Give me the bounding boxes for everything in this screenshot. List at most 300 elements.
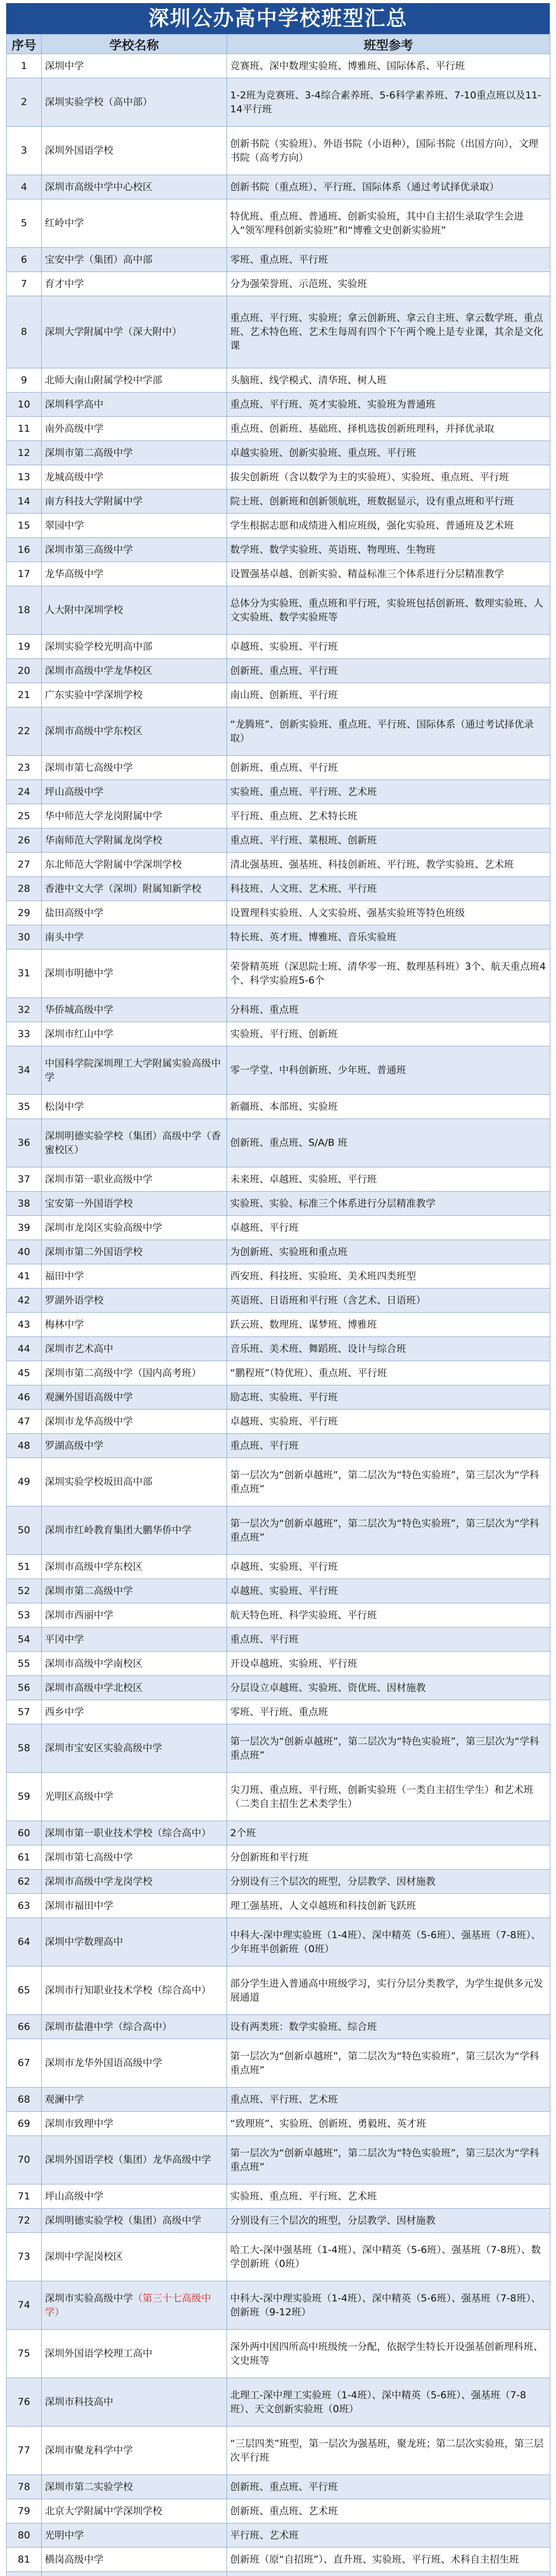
school-name: 深圳市红岭教育集团大鹏华侨中学 [45,1524,192,1536]
school-name-cell [42,54,227,78]
school-name-cell [42,1216,227,1240]
table-row [7,2330,550,2378]
school-name-cell [42,1095,227,1119]
row-number: 67 [7,2039,42,2088]
row-number: 75 [7,2330,42,2378]
row-number: 8 [7,296,42,368]
row-number: 17 [7,562,42,586]
class-type-ref: 第一层次为“创新卓越班”，第二层次为“特色实验班”，第三层次为“学科重点班” [227,2136,550,2184]
school-name-cell [42,1385,227,1410]
class-type-ref: 跃云班、数理班、谋梦班、博雅班 [227,1313,550,1337]
class-type-ref: 重点班、平行班、菜根班、创新班 [227,828,550,853]
page-title: 深圳公办高中学校班型汇总 [6,3,550,34]
school-name: 龙城高级中学 [45,471,104,483]
row-number: 23 [7,756,42,780]
school-name-cell [42,1361,227,1385]
row-number: 66 [7,2015,42,2039]
class-type-ref: 重点班、平行班 [227,1434,550,1458]
row-number: 68 [7,2088,42,2112]
table-row [7,1821,550,1845]
school-name: 深圳市龙华外国语高级中学 [45,2057,163,2069]
school-name-cell [42,1724,227,1773]
school-name: 深圳市科技高中 [45,2396,114,2408]
row-number: 49 [7,1458,42,1506]
table-row [7,2427,550,2475]
school-name: 育才中学 [45,278,84,290]
table-row [7,1676,550,1700]
row-number: 53 [7,1603,42,1628]
row-number: 4 [7,175,42,199]
school-name-cell [42,1821,227,1845]
class-type-ref: 创新班、重点班、平行班 [227,756,550,780]
school-name: 福田中学 [45,1270,84,1282]
school-name: 深圳中学 [45,60,84,72]
school-name: 深圳市第七高级中学 [45,761,133,773]
school-name-cell [42,417,227,441]
school-name-cell [42,659,227,683]
class-type-ref: 北理工-深中理工实验班（1-4班）、深中精英（5-6班）、强基班（7-8班）、天文创新实验班（0班） [227,2378,550,2427]
table-header-row [7,35,550,54]
row-number: 32 [7,998,42,1022]
row-number: 7 [7,272,42,296]
school-name-cell [42,1918,227,1967]
class-type-ref: 卓越班、实验班、平行班 [227,635,550,659]
school-name-cell [42,707,227,756]
row-number: 57 [7,1700,42,1724]
class-type-ref: “致理班”、实验班、创新班、勇毅班、英才班 [227,2112,550,2136]
class-type-ref: 英语班、日语班和平行班（含艺术、日语班） [227,1289,550,1313]
row-number: 55 [7,1652,42,1676]
table-row [7,78,550,127]
row-number: 5 [7,199,42,248]
table-row [7,296,550,368]
school-name-cell [42,514,227,538]
class-type-ref: 零班、重点班、平行班 [227,248,550,272]
class-type-ref: 实验班、平行班、创新班 [227,1022,550,1046]
table-row [7,1700,550,1724]
table-row [7,1724,550,1773]
school-name: 深圳市致理中学 [45,2117,114,2129]
class-type-ref: 数学班、数学实验班、英语班、物理班、生物班 [227,538,550,562]
school-name-cell [42,1289,227,1313]
row-number: 69 [7,2112,42,2136]
school-name-cell [42,296,227,368]
table-row [7,1603,550,1628]
school-name-cell [42,1192,227,1216]
school-name-cell [42,2523,227,2548]
row-number: 6 [7,248,42,272]
class-type-ref: 设置理科实验班、人文实验班、强基实验班等特色班级 [227,901,550,925]
row-number: 73 [7,2233,42,2281]
school-name: 深圳市盐港中学（综合高中） [45,2021,172,2032]
table-row [7,54,550,78]
school-name-cell [42,2330,227,2378]
table-row [7,2475,550,2499]
school-name-cell [42,1603,227,1628]
school-name: 南外高级中学 [45,422,104,434]
table-row [7,272,550,296]
school-name: 广东实验中学深圳学校 [45,689,143,701]
row-number: 26 [7,828,42,853]
school-name: 深圳市行知职业技术学校（综合高中） [45,1985,212,1996]
school-name-cell [42,1870,227,1894]
school-name: 深圳外国语学校（集团）龙华高级中学 [45,2154,212,2165]
school-name: 深圳市第三高级中学 [45,544,133,555]
row-number: 9 [7,368,42,393]
table-row [7,1870,550,1894]
table-row [7,1628,550,1652]
table-row [7,1918,550,1967]
school-name: 深圳大学附属中学（深大附中） [45,326,182,337]
school-name: 光明区高级中学 [45,1791,114,1802]
class-type-ref: 开设卓越班、实验班、平行班 [227,1652,550,1676]
school-name: 深圳市高级中学北校区 [45,1682,143,1693]
table-row [7,853,550,877]
table-row [7,1845,550,1870]
row-number: 25 [7,804,42,828]
row-number: 14 [7,489,42,514]
school-name-cell [42,199,227,248]
school-name: 宝安第一外国语学校 [45,1197,133,1209]
school-name-cell [42,2184,227,2209]
school-name-cell [42,2039,227,2088]
class-type-ref: 院士班、创新班和创新领航班，班数据显示，设有重点班和平行班 [227,489,550,514]
table-row [7,1434,550,1458]
class-type-ref: 平行班、艺术班 [227,2523,550,2548]
school-name: 北京大学附属中学深圳学校 [45,2505,163,2517]
row-number: 21 [7,683,42,707]
row-number: 41 [7,1264,42,1289]
class-type-ref: 南山班、创新班、平行班 [227,683,550,707]
table-row [7,127,550,175]
school-name: 罗湖外语学校 [45,1294,104,1306]
table-row [7,1361,550,1385]
school-name: 深圳市龙岗区实验高级中学 [45,1222,163,1233]
class-type-ref: 实验班、重点班、平行班、艺术班 [227,780,550,804]
row-number: 76 [7,2378,42,2427]
class-type-ref: 清北强基班、强基班、科技创新班、平行班、教学实验班、艺术班 [227,853,550,877]
row-number: 22 [7,707,42,756]
row-number: 81 [7,2548,42,2572]
row-number: 12 [7,441,42,465]
class-type-ref: 卓越班、实验班、平行班 [227,1579,550,1603]
school-name: 深圳市第二高级中学 [45,1585,133,1597]
row-number: 13 [7,465,42,489]
row-number: 46 [7,1385,42,1410]
school-name: 深圳明德实验学校（集团）高级中学 [45,2214,202,2226]
table-row [7,877,550,901]
row-number: 11 [7,417,42,441]
class-type-ref: 第一层次为“创新卓越班”，第二层次为“特色实验班”，第三层次为“学科重点班” [227,1458,550,1506]
table-row [7,950,550,998]
school-name-cell [42,1167,227,1192]
table-row [7,465,550,489]
school-name-cell [42,2136,227,2184]
row-number: 18 [7,586,42,635]
school-name-cell [42,828,227,853]
class-type-ref: 平行班、重点班、艺术特长班 [227,804,550,828]
row-number: 24 [7,780,42,804]
class-type-ref: 第一层次为“创新卓越班”，第二层次为“特色实验班”，第三层次为“学科重点班” [227,1506,550,1555]
table-row [7,2572,550,2576]
table-row [7,248,550,272]
school-name: 深圳市红山中学 [45,1028,114,1040]
row-number: 29 [7,901,42,925]
school-name-cell [42,2088,227,2112]
school-name-cell [42,2548,227,2572]
school-name: 深圳市高级中学龙岗学校 [45,1875,153,1887]
school-name: 深圳市第二实验学校 [45,2481,133,2493]
school-name: 深圳市西丽中学 [45,1609,114,1621]
row-number: 71 [7,2184,42,2209]
class-type-ref: “鹏程班”（特优班）、重点班、平行班 [227,1361,550,1385]
school-name-cell [42,2112,227,2136]
table-row [7,756,550,780]
table-row [7,683,550,707]
class-type-ref: 卓越班、实验班、平行班 [227,1410,550,1434]
school-name-cell [42,2427,227,2475]
table-row [7,1240,550,1264]
table-row [7,393,550,417]
school-name-cell [42,780,227,804]
table-row [7,1967,550,2015]
school-name: 深圳中学数理高中 [45,1936,124,1947]
row-number: 52 [7,1579,42,1603]
school-name-cell [42,1410,227,1434]
school-name-cell [42,1434,227,1458]
table-row [7,2088,550,2112]
school-name-cell [42,1555,227,1579]
school-name-cell [42,901,227,925]
school-name: 罗湖高级中学 [45,1439,104,1451]
school-name: 深圳明德实验学校（集团）高级中学（香蜜校区） [45,1130,221,1156]
class-type-ref: 1-2班为竞赛班、3-4综合素养班、5-6科学素养班、7-10重点班以及11-14平行班 [227,78,550,127]
class-type-ref: 分创新班和平行班 [227,1845,550,1870]
school-name-cell [42,1046,227,1095]
class-type-ref: 重点班、平行班 [227,1628,550,1652]
row-number: 39 [7,1216,42,1240]
table-row [7,1555,550,1579]
school-name: 深圳实验学校坂田高中部 [45,1476,153,1487]
school-name: 观澜外国语高级中学 [45,1391,133,1403]
row-number: 61 [7,1845,42,1870]
class-type-ref: 竞赛班、深中数理实验班、博雅班、国际体系、平行班 [227,54,550,78]
school-name-cell [42,1313,227,1337]
table-row [7,707,550,756]
table-row [7,2499,550,2523]
row-number: 72 [7,2209,42,2233]
school-name-cell [42,1506,227,1555]
row-number: 44 [7,1337,42,1361]
row-number: 38 [7,1192,42,1216]
table-row [7,2233,550,2281]
school-name: 南头中学 [45,931,84,943]
school-name-cell [42,78,227,127]
class-type-ref: 重点班、创新班、基础班、择机选拔创新班理科，并择优录取 [227,417,550,441]
row-number: 48 [7,1434,42,1458]
class-type-ref: 分层设立卓越班、实验班、资优班、因材施教 [227,1676,550,1700]
school-name: 华南师范大学附属龙岗学校 [45,834,163,846]
school-name-cell [42,248,227,272]
class-type-ref: 拔尖创新班（含以数学为主的实验班）、实验班、重点班、平行班 [227,465,550,489]
row-number: 58 [7,1724,42,1773]
row-number: 78 [7,2475,42,2499]
table-row [7,2015,550,2039]
table-row [7,2209,550,2233]
class-type-ref: 创新书院（重点班）、平行班、国际体系（通过考试择优录取） [227,175,550,199]
row-number: 79 [7,2499,42,2523]
class-type-ref: 实验班、实验、标准三个体系进行分层精准教学 [227,1192,550,1216]
school-name: 深圳市第一职业高级中学 [45,1173,153,1185]
school-name: 盐田高级中学 [45,907,104,919]
school-name-cell [42,2233,227,2281]
school-name: 深圳市高级中学中心校区 [45,181,153,193]
class-type-ref: 卓越班、平行班 [227,1216,550,1240]
school-name: 深圳市第七高级中学 [45,1851,133,1863]
row-number: 47 [7,1410,42,1434]
school-name: 华中师范大学龙岗附属中学 [45,810,163,822]
table-row [7,489,550,514]
school-name-cell [42,2209,227,2233]
row-number: 10 [7,393,42,417]
class-type-ref: 创新班（原“自招班”）、直升班、实验班、平行班、术科自主招生班 [227,2548,550,2572]
table-row [7,2039,550,2088]
school-name-cell [42,635,227,659]
school-name: 横岗高级中学 [45,2553,104,2565]
table-row [7,199,550,248]
table-row [7,538,550,562]
school-name: 深圳市艺术高中 [45,1343,114,1354]
school-name: 光明中学 [45,2529,84,2541]
row-number: 60 [7,1821,42,1845]
table-row [7,562,550,586]
school-name-cell [42,1240,227,1264]
class-type-ref: 特长班、英才班、博雅班、音乐实验班 [227,925,550,950]
class-type-ref: 中科大-深中理实验班（1-4班）、深中精英（5-6班）、强基班（7-8班）、创新班（9-12班） [227,2281,550,2330]
class-type-ref: “龙腾班”、创新实验班、重点班、平行班、国际体系（通过考试择优录取） [227,707,550,756]
school-name-cell [42,1264,227,1289]
row-number: 37 [7,1167,42,1192]
table-row [7,175,550,199]
row-number: 31 [7,950,42,998]
school-name-cell [42,1628,227,1652]
row-number: 27 [7,853,42,877]
school-name-cell [42,2499,227,2523]
school-name-cell [42,853,227,877]
school-name: 深圳市高级中学龙华校区 [45,665,153,676]
class-type-ref: 设有两类班：数学实验班、综合班 [227,2015,550,2039]
table-row [7,586,550,635]
school-name-cell [42,2015,227,2039]
school-name-cell [42,1119,227,1167]
school-name-cell [42,1773,227,1821]
class-type-ref: 西安班、科技班、实验班、美术班四类班型 [227,1264,550,1289]
school-name-cell [42,368,227,393]
school-name: 深圳市高级中学东校区 [45,725,143,737]
school-name: 深圳外国语学校理工高中 [45,2348,153,2359]
row-number: 45 [7,1361,42,1385]
table-row [7,635,550,659]
class-type-ref: 航天特色班、科学实验班、平行班 [227,1603,550,1628]
school-name: 坪山高级中学 [45,786,104,798]
table-row [7,1410,550,1434]
row-number: 40 [7,1240,42,1264]
class-type-ref: 部分学生进入普通高中班级学习，实行分层分类教学，为学生提供多元发展通道 [227,1967,550,2015]
class-type-ref: 哈工大-深中强基班（1-4班）、深中精英（5-6班）、强基班（7-8班）、数学创新班（0班） [227,2233,550,2281]
school-name-cell [42,393,227,417]
row-number: 43 [7,1313,42,1337]
school-name-cell [42,2572,227,2576]
school-name-cell [42,683,227,707]
school-name: 红岭中学 [45,217,84,229]
school-name-cell [42,1967,227,2015]
school-name: 南方科技大学附属中学 [45,495,143,507]
row-number: 59 [7,1773,42,1821]
school-name: 北师大南山附属学校中学部 [45,374,163,386]
table-body [7,54,550,2576]
row-number: 50 [7,1506,42,1555]
school-name-cell [42,538,227,562]
school-name-cell [42,489,227,514]
school-name-cell [42,2378,227,2427]
school-name: 深圳外国语学校 [45,145,114,156]
row-number: 15 [7,514,42,538]
row-number [7,2572,42,2576]
table-row [7,1022,550,1046]
class-type-ref: 重点班、平行班、实验班；拿云创新班、拿云自主班、拿云数学班、重点班、艺术特色班、艺术生每周有四个下午两个晚上是专业课，其余是文化课 [227,296,550,368]
class-type-ref: 为创新班、实验班和重点班 [227,1240,550,1264]
row-number: 1 [7,54,42,78]
school-name: 香港中文大学（深圳）附属知新学校 [45,883,202,894]
table-row [7,1095,550,1119]
school-name: 深圳市龙华高级中学 [45,1415,133,1427]
school-name-cell [42,1676,227,1700]
table-row [7,2136,550,2184]
school-name-cell [42,1845,227,1870]
table-row [7,514,550,538]
school-name: 深圳市聚龙科学中学 [45,2445,133,2456]
table-row [7,1337,550,1361]
class-type-ref: 科技班、人文班、艺术班、平行班 [227,877,550,901]
row-number: 16 [7,538,42,562]
class-type-ref: 学生根据志愿和成绩进入相应班级，强化实验班、普通班及艺术班 [227,514,550,538]
school-name: 宝安中学（集团）高中部 [45,253,153,265]
class-type-ref: “三层四类”班型，第一层次为强基班，聚龙班；第二层次实验班，第三层次平行班 [227,2427,550,2475]
school-name-cell [42,465,227,489]
school-name-cell [42,272,227,296]
class-type-ref: 深外两中因四所高中班级统一分配，依据学生特长开设强基创新理科班、文史班等 [227,2330,550,2378]
school-name: 深圳市第二高级中学 [45,447,133,459]
school-name: 深圳市高级中学东校区 [45,1561,143,1572]
school-name: 深圳中学泥岗校区 [45,2251,124,2262]
school-name-cell [42,2475,227,2499]
table-row [7,1192,550,1216]
school-name: 深圳市福田中学 [45,1900,114,1911]
school-name: 人大附中深圳学校 [45,604,124,616]
school-name: 深圳实验学校光明高中部 [45,640,153,652]
row-number: 2 [7,78,42,127]
school-name-cell [42,1458,227,1506]
school-name-cell [42,1337,227,1361]
school-name-cell [42,586,227,635]
class-type-ref: 励志班、实验班、平行班 [227,1385,550,1410]
row-number: 42 [7,1289,42,1313]
school-name: 松岗中学 [45,1100,84,1112]
row-number: 70 [7,2136,42,2184]
school-name-cell [42,804,227,828]
table-row [7,1773,550,1821]
class-type-ref: 实验班、重点班、平行班、艺术班 [227,2184,550,2209]
